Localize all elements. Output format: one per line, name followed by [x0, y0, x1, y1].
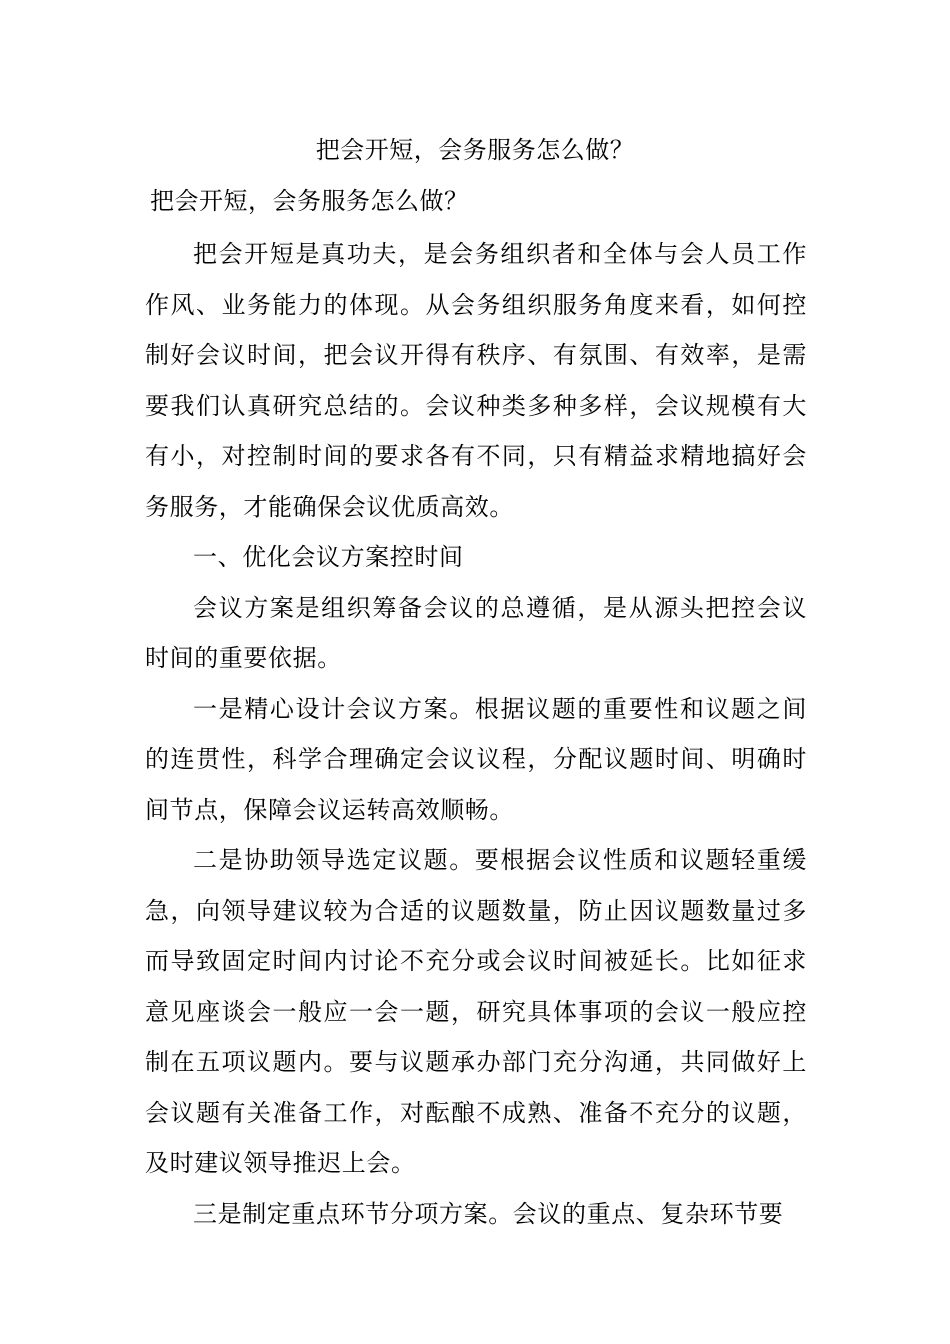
paragraph-point-1: 一是精心设计会议方案。根据议题的重要性和议题之间的连贯性，科学合理确定会议议程，分配议题时间、明确时间节点，保障会议运转高效顺畅。 [145, 694, 807, 824]
paragraph-point-2: 二是协助领导选定议题。要根据会议性质和议题轻重缓急，向领导建议较为合适的议题数量，防止因议题数量过多而导致固定时间内讨论不充分或会议时间被延长。比如征求意见座谈会一般应一会一题，研究具体事项的会议一般应控制在五项议题内。要与议题承办部门充分沟通，共同做好上会议题有关准备工作，对酝酿不成熟、准备不充分的议题，及时建议领导推迟上会。 [145, 846, 807, 1177]
paragraph-section-1-intro: 会议方案是组织筹备会议的总遵循，是从源头把控会议时间的重要依据。 [145, 593, 807, 672]
document-subtitle: 把会开短，会务服务怎么做？ [150, 187, 469, 215]
page-title: 把会开短，会务服务怎么做？ [315, 136, 635, 164]
paragraph-point-3: 三是制定重点环节分项方案。会议的重点、复杂环节要 [193, 1199, 784, 1228]
section-heading-1: 一、优化会议方案控时间 [193, 543, 464, 571]
paragraph-intro: 把会开短是真功夫，是会务组织者和全体与会人员工作作风、业务能力的体现。从会务组织服务角度来看，如何控制好会议时间，把会议开得有秩序、有氛围、有效率，是需要我们认真研究总结的。会议种类多种多样，会议规模有大有小，对控制时间的要求各有不同，只有精益求精地搞好会务服务，才能确保会议优质高效。 [145, 240, 807, 521]
document-body [145, 229, 807, 1239]
